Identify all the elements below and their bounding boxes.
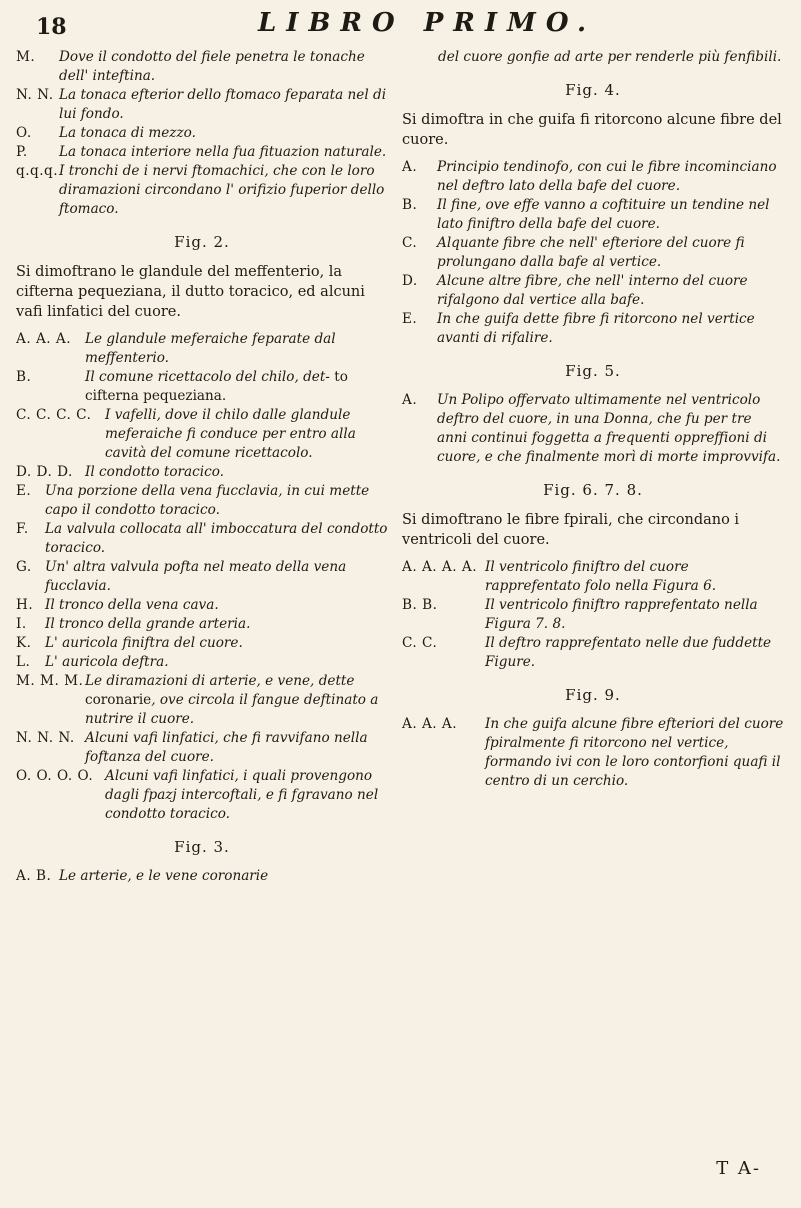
- entry-label: B. B.: [402, 597, 438, 613]
- entry-text-roman: coronarie: [85, 692, 152, 708]
- legend-entry: [16, 653, 388, 672]
- page-header: [0, 4, 801, 48]
- entry-text: Il ventricolo finiftro rapprefentato nella Figura 7. 8.: [485, 597, 758, 632]
- entry-text: Alcune altre fibre, che nell' interno del cuore rifalgono dal vertice alla bafe.: [437, 273, 748, 308]
- entry-text: Alcuni vafi linfatici, i quali provengono dagli fpazj intercoftali, e fi fgravano nel condotto toracico.: [105, 768, 379, 822]
- legend-entry: [16, 558, 388, 596]
- entry-text: L' auricola finiftra del cuore.: [45, 635, 243, 651]
- continued-text: del cuore gonfie ad arte per renderle più fenfibili.: [438, 49, 782, 65]
- legend-entry: [16, 330, 388, 368]
- legend-entry: [16, 482, 388, 520]
- figure-heading: Fig. 9.: [565, 686, 621, 704]
- entry-label: M.: [16, 49, 36, 65]
- page-number: 18: [36, 14, 67, 40]
- entry-label: A. A. A.: [16, 331, 72, 347]
- legend-entry: [402, 310, 784, 348]
- entry-label: B.: [402, 197, 418, 213]
- legend-entry: [16, 162, 388, 219]
- right-column: [402, 48, 784, 791]
- entry-label: E.: [16, 483, 32, 499]
- entry-text-roman: to cifterna pequeziana.: [85, 369, 348, 404]
- legend-entry: [16, 520, 388, 558]
- entry-label: D. D. D.: [16, 464, 73, 480]
- entry-text: [85, 368, 388, 406]
- catchword: T A-: [716, 1158, 761, 1179]
- entry-label: G.: [16, 559, 32, 575]
- figure-heading: Fig. 2.: [174, 233, 230, 251]
- entry-label: A.: [402, 159, 418, 175]
- entry-text: Le arterie, e le vene coronarie: [59, 868, 269, 884]
- entry-text: Alquante fibre che nell' efteriore del cuore fi prolungano dalla bafe al vertice.: [437, 235, 745, 270]
- entry-label: I.: [16, 616, 27, 632]
- legend-entry: [402, 634, 784, 672]
- entry-label: D.: [402, 273, 418, 289]
- legend-entry: [402, 272, 784, 310]
- entry-label: A. A. A. A.: [402, 559, 478, 575]
- entry-text: Dove il condotto del fiele penetra le tonache dell' inteftina.: [59, 49, 365, 84]
- entry-label: C. C. C. C.: [16, 407, 92, 423]
- entry-text: Il tronco della grande arteria.: [45, 616, 251, 632]
- entry-label: C. C.: [402, 635, 438, 651]
- legend-entry: [16, 368, 388, 406]
- figure-heading: Fig. 6. 7. 8.: [543, 481, 643, 499]
- legend-entry: [16, 463, 388, 482]
- entry-text: In che guifa alcune fibre efteriori del cuore fpiralmente fi ritorcono nel vertice, formando ivi con le loro contorfioni quafi il centro di un cerchio.: [485, 716, 784, 789]
- entry-text-italic: , ove circola il fangue deftinato a nutrire il cuore.: [85, 692, 379, 727]
- legend-entry: [16, 124, 388, 143]
- entry-label: A. A. A.: [402, 716, 458, 732]
- legend-entry: [16, 143, 388, 162]
- running-title: LIBRO PRIMO.: [258, 8, 597, 38]
- legend-entry: [402, 196, 784, 234]
- entry-text: [85, 672, 388, 729]
- figure-heading: Fig. 5.: [565, 362, 621, 380]
- entry-text: La tonaca efterior dello ftomaco feparata nel di lui fondo.: [59, 87, 387, 122]
- entry-text: Principio tendinofo, con cui le fibre incominciano nel deftro lato della bafe del cuore.: [437, 159, 777, 194]
- entry-label: A.: [402, 392, 418, 408]
- legend-entry: [16, 867, 388, 886]
- entry-text: Il tronco della vena cava.: [45, 597, 219, 613]
- entry-label: E.: [402, 311, 418, 327]
- legend-entry: [16, 672, 388, 729]
- legend-entry: [16, 86, 388, 124]
- entry-label: q.q.q.: [16, 163, 59, 179]
- entry-text: L' auricola deftra.: [45, 654, 169, 670]
- legend-entry: [16, 48, 388, 86]
- entry-text: La tonaca di mezzo.: [59, 125, 196, 141]
- left-column: [16, 48, 388, 886]
- entry-label: M. M. M.: [16, 673, 84, 689]
- entry-text: Un Polipo offervato ultimamente nel ventricolo deftro del cuore, in una Donna, che fu per tre anni continui foggetta a frequenti oppreffioni di cuore, e che finalmente morì di morte improvvifa.: [437, 392, 781, 465]
- entry-text: Il ventricolo finiftro del cuore rapprefentato folo nella Figura 6.: [485, 559, 717, 594]
- entry-text: Il condotto toracico.: [85, 464, 224, 480]
- entry-label: P.: [16, 144, 28, 160]
- entry-label: O. O. O. O.: [16, 768, 94, 784]
- entry-text-italic: Il comune ricettacolo del chilo, det-: [85, 369, 330, 385]
- entry-text: Le glandule meferaiche feparate dal meffenterio.: [85, 331, 336, 366]
- entry-label: F.: [16, 521, 29, 537]
- figure-heading: Fig. 4.: [565, 81, 621, 99]
- entry-text: I tronchi de i nervi ftomachici, che con le loro diramazioni circondano l' orifizio fuperior dello ftomaco.: [59, 163, 385, 217]
- legend-entry: [402, 391, 784, 467]
- entry-text: Il deftro rapprefentato nelle due fuddette Figure.: [485, 635, 772, 670]
- legend-entry: [402, 158, 784, 196]
- legend-entry: [402, 715, 784, 791]
- legend-entry: [402, 558, 784, 596]
- entry-text: I vafelli, dove il chilo dalle glandule meferaiche fi conduce per entro alla cavità del comune ricettacolo.: [105, 407, 356, 461]
- entry-label: N. N. N.: [16, 730, 75, 746]
- entry-text: La valvula collocata all' imboccatura del condotto toracico.: [45, 521, 388, 556]
- legend-entry: [16, 729, 388, 767]
- legend-entry: [16, 615, 388, 634]
- entry-text: In che guifa dette fibre fi ritorcono nel vertice avanti di rifalire.: [437, 311, 755, 346]
- entry-label: A. B.: [16, 868, 52, 884]
- figure-intro: Si dimoftra in che guifa fi ritorcono alcune fibre del cuore.: [402, 112, 782, 148]
- entry-label: K.: [16, 635, 32, 651]
- legend-entry: [16, 596, 388, 615]
- entry-label: N. N.: [16, 87, 54, 103]
- figure-intro: Si dimoftrano le glandule del meffenterio, la cifterna pequeziana, il dutto toracico, ed alcuni vafi linfatici del cuore.: [16, 264, 365, 320]
- legend-entry: [402, 234, 784, 272]
- entry-text: Una porzione della vena fucclavia, in cui mette capo il condotto toracico.: [45, 483, 370, 518]
- entry-text: Il fine, ove effe vanno a coftituire un tendine nel lato finiftro della bafe del cuore.: [437, 197, 770, 232]
- legend-entry: [16, 767, 388, 824]
- entry-label: O.: [16, 125, 32, 141]
- entry-text: Alcuni vafi linfatici, che fi ravvifano nella foftanza del cuore.: [85, 730, 368, 765]
- entry-label: H.: [16, 597, 34, 613]
- entry-label: B.: [16, 369, 32, 385]
- legend-entry: [16, 406, 388, 463]
- entry-text-italic: Le diramazioni di arterie, e vene, dette: [85, 673, 355, 689]
- figure-heading: Fig. 3.: [174, 838, 230, 856]
- figure-intro: Si dimoftrano le fibre fpirali, che circondano i ventricoli del cuore.: [402, 512, 740, 548]
- entry-text: Un' altra valvula pofta nel meato della vena fucclavia.: [45, 559, 347, 594]
- legend-entry: [16, 634, 388, 653]
- entry-label: L.: [16, 654, 31, 670]
- entry-label: C.: [402, 235, 418, 251]
- legend-entry: [402, 596, 784, 634]
- entry-text: La tonaca interiore nella fua fituazion naturale.: [59, 144, 387, 160]
